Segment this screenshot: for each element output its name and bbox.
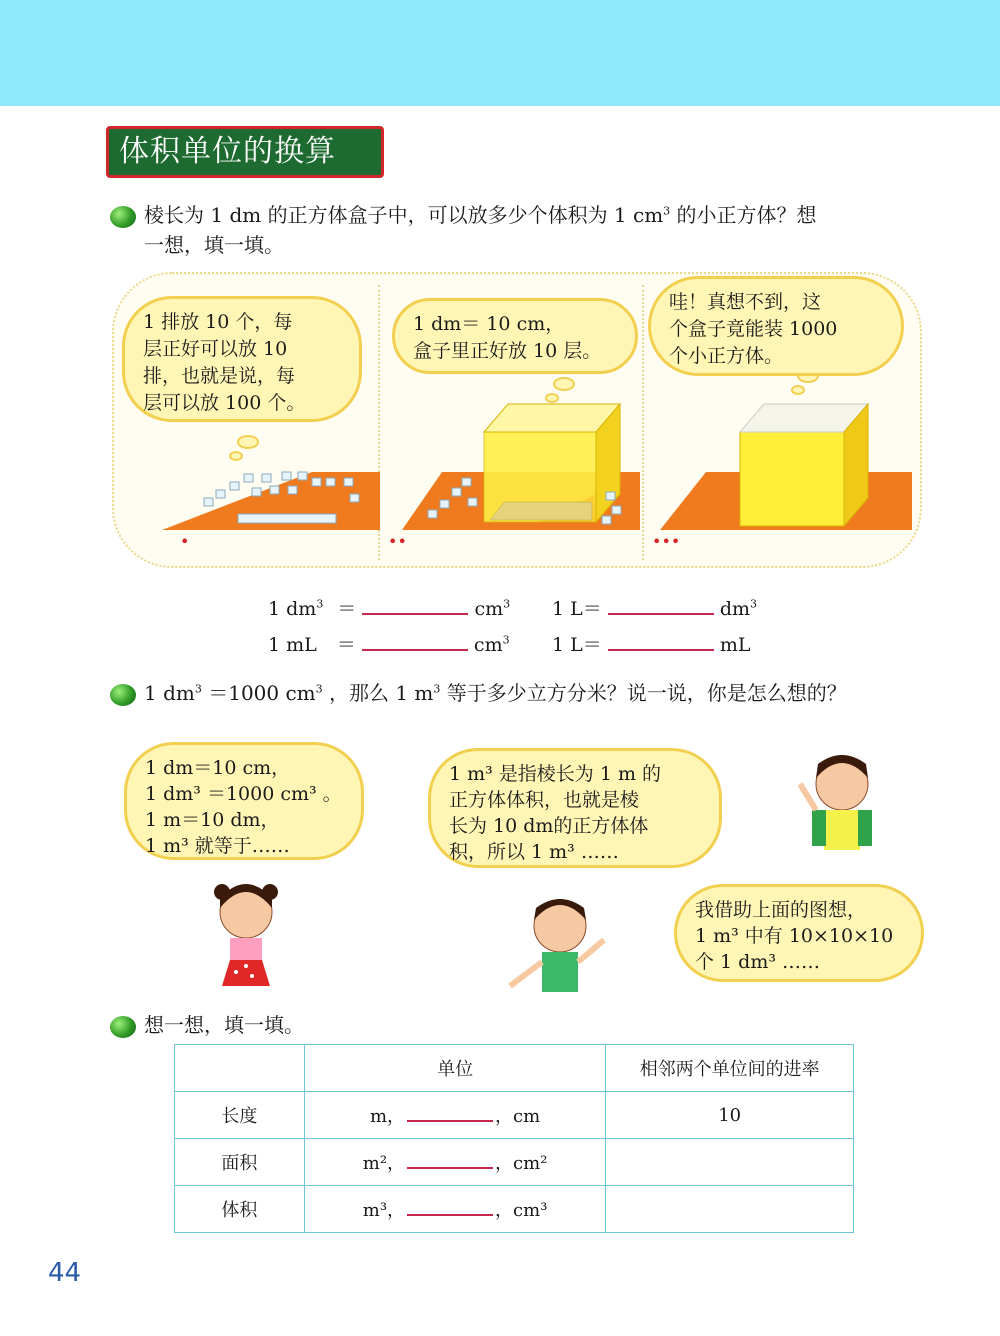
bubble-line: 哇！真想不到，这: [669, 291, 822, 313]
section-title: 体积单位的换算: [106, 126, 384, 178]
eq-sup: 3: [502, 633, 510, 647]
q1-sup: 3: [663, 204, 671, 218]
page-number: 44: [48, 1258, 82, 1288]
answer-blank[interactable]: [608, 649, 714, 651]
girl-character-icon: [200, 876, 300, 996]
speech-bubble-boy-2: [674, 884, 924, 982]
row-name: 体积: [175, 1186, 305, 1233]
unit-text: ，cm: [495, 1106, 541, 1127]
q2-part: ＝1000 cm: [201, 681, 316, 705]
answer-blank[interactable]: [407, 1120, 493, 1122]
bubble-line: 个盒子竟能装 1000: [669, 318, 838, 340]
equation-1: [268, 594, 510, 621]
eq-unit: cm: [473, 634, 503, 656]
eq-sign: ＝: [336, 634, 356, 656]
table-header-cell: [175, 1045, 305, 1092]
row-rate[interactable]: 10: [606, 1092, 854, 1139]
answer-blank[interactable]: [407, 1167, 493, 1169]
q1-text-b: 的小正方体？想: [670, 203, 817, 227]
q2-sup: 3: [433, 682, 441, 696]
boy-character-2-icon: [790, 750, 900, 860]
q2-sup: 3: [315, 682, 323, 696]
table-row: [175, 1092, 854, 1139]
unit-text: m²，: [362, 1153, 406, 1174]
bubble-line: 1 m³ 就等于……: [145, 835, 290, 857]
table-row: [175, 1139, 854, 1186]
bubble-line: 1 dm＝10 cm，: [145, 757, 291, 779]
eq-unit: mL: [719, 634, 751, 656]
q2-part: 等于多少立方分米？说一说，你是怎么想的？: [440, 681, 847, 705]
bubble-line: 长为 10 dm的正方体体: [449, 815, 649, 837]
question-2: [144, 678, 934, 708]
bubble-line: 我借助上面的图想，: [695, 899, 867, 921]
row-rate[interactable]: [606, 1186, 854, 1233]
bubble-line: 层可以放 100 个。: [143, 392, 306, 414]
bubble-line: 1 dm＝ 10 cm，: [413, 313, 565, 335]
table-header-row: [175, 1045, 854, 1092]
bubble-line: 1 m³ 是指棱长为 1 m 的: [449, 763, 662, 785]
bullet-icon: [110, 1016, 136, 1038]
table-row: [175, 1186, 854, 1233]
answer-blank[interactable]: [407, 1214, 493, 1216]
row-name: 面积: [175, 1139, 305, 1186]
bubble-line: 1 排放 10 个，每: [143, 311, 293, 333]
q2-part: 1 dm: [144, 681, 195, 705]
unit-text: m³，: [362, 1200, 406, 1221]
bubble-line: 排，也就是说，每: [143, 365, 296, 387]
answer-blank[interactable]: [362, 649, 468, 651]
header-band: [0, 0, 1000, 106]
eq-sup: 3: [316, 597, 324, 611]
eq-left: 1 mL: [268, 634, 317, 656]
full-cube: [740, 404, 868, 526]
row-rate[interactable]: [606, 1139, 854, 1186]
q1-text-a: 棱长为 1 dm 的正方体盒子中，可以放多少个体积为 1 cm: [144, 203, 664, 227]
row-units: [304, 1186, 606, 1233]
row-name: 长度: [175, 1092, 305, 1139]
eq-left: 1 L＝: [552, 598, 602, 620]
equation-2: [552, 594, 757, 621]
bubble-line: 正方体体积，也就是棱: [449, 789, 640, 811]
open-box-cube: [484, 404, 620, 522]
panel-mark-3: •••: [652, 532, 681, 551]
unit-text: ，cm²: [495, 1153, 548, 1174]
equation-3: [268, 630, 510, 657]
table-header-cell: 相邻两个单位间的进率: [606, 1045, 854, 1092]
speech-bubble-girl: [124, 742, 364, 860]
q2-part: ，那么 1 m: [322, 681, 434, 705]
unit-table: [174, 1044, 854, 1233]
bubble-line: 个小正方体。: [669, 345, 784, 367]
bullet-icon: [110, 206, 136, 228]
q2-sup: 3: [194, 682, 202, 696]
row-units: [304, 1139, 606, 1186]
thought-bubble-3: [648, 276, 904, 376]
question-1: [144, 200, 934, 260]
table-header-cell: 单位: [304, 1045, 606, 1092]
panel-mark-1: •: [180, 532, 190, 551]
bullet-icon: [110, 684, 136, 706]
eq-unit: cm: [474, 598, 504, 620]
eq-unit: dm: [719, 598, 751, 620]
answer-blank[interactable]: [608, 613, 714, 615]
unit-text: ，cm³: [495, 1200, 548, 1221]
row-units: [304, 1092, 606, 1139]
bubble-line: 个 1 dm³ ……: [695, 951, 821, 973]
bubble-line: 层正好可以放 10: [143, 338, 288, 360]
eq-sup: 3: [750, 597, 758, 611]
answer-blank[interactable]: [362, 613, 468, 615]
speech-bubble-boy-1: [428, 748, 722, 868]
panel-mark-2: ••: [388, 532, 407, 551]
boy-character-icon: [500, 890, 630, 1000]
eq-sup: 3: [503, 597, 511, 611]
bubble-line: 1 dm³ ＝1000 cm³ 。: [145, 783, 342, 805]
question-3: 想一想，填一填。: [144, 1013, 304, 1037]
thought-bubble-2: [392, 298, 638, 374]
unit-text: m，: [369, 1106, 406, 1127]
equation-4: [552, 630, 750, 657]
bubble-line: 1 m³ 中有 10×10×10: [695, 925, 894, 947]
q1-text-line2: 一想，填一填。: [144, 233, 284, 257]
bubble-line: 积，所以 1 m³ ……: [449, 841, 619, 863]
bubble-line: 1 m＝10 dm，: [145, 809, 280, 831]
thought-bubble-1: [122, 296, 362, 422]
bubble-line: 盒子里正好放 10 层。: [413, 340, 602, 362]
eq-sign: ＝: [337, 598, 357, 620]
eq-left: 1 L＝: [552, 634, 602, 656]
eq-left: 1 dm: [268, 598, 317, 620]
